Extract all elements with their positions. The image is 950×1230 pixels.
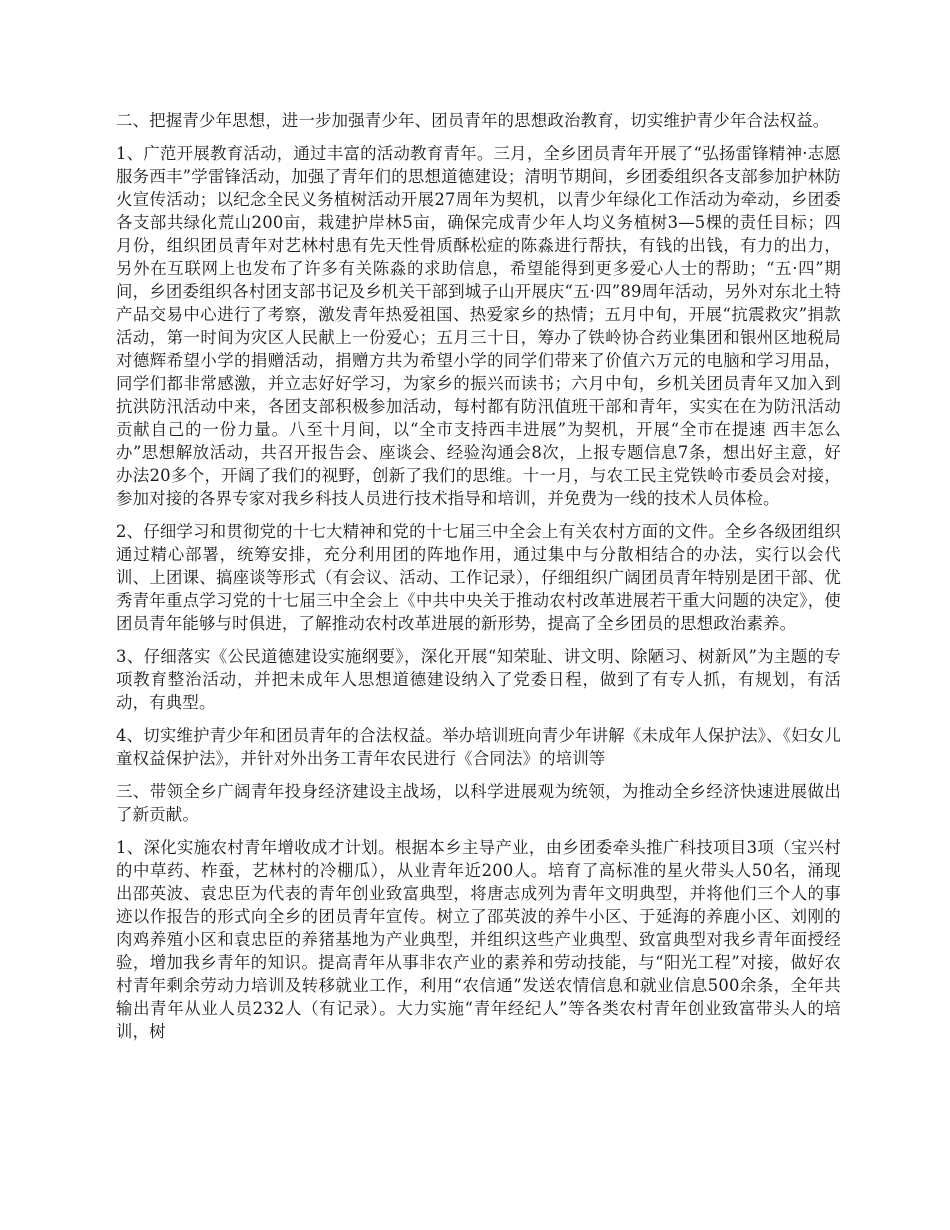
document-body	[116, 109, 841, 1053]
paragraph-income-plan: 1、深化实施农村青年增收成才计划。根据本乡主导产业，由乡团委牵头推广科技项目3项（宝兴村的中草药、柞蚕，艺林村的冷棚瓜），从业青年近200人。培育了高标准的星火带头人50名，涌现出邵英波、袁忠臣为代表的青年创业致富典型，将唐志成列为青年文明典型，并将他们三个人的事迹以作报告的形式向全乡的团员青年宣传。树立了邵英波的养牛小区、于延海的养鹿小区、刘刚的肉鸡养殖小区和袁忠臣的养猪基地为产业典型，并组织这些产业典型、致富典型对我乡青年面授经验，增加我乡青年的知识。提高青年从事非农产业的素养和劳动技能，与“阳光工程”对接，做好农村青年剩余劳动力培训及转移就业工作，利用“农信通”发送农情信息和就业信息500余条，全年共输出青年从业人员232人（有记录）。大力实施“青年经纪人”等各类农村青年创业致富带头人的培训，树	[116, 838, 841, 1041]
paragraph-party-study: 2、仔细学习和贯彻党的十七大精神和党的十七届三中全会上有关农村方面的文件。全乡各级团组织通过精心部署，统筹安排，充分利用团的阵地作用，通过集中与分散相结合的办法，实行以会代训、上团课、搞座谈等形式（有会议、活动、工作记录），仔细组织广阔团员青年特别是团干部、优秀青年重点学习党的十七届三中全会上《中共中央关于推动农村改革进展若干重大问题的决定》，使团员青年能够与时俱进，了解推动农村改革进展的新形势，提高了全乡团员的思想政治素养。	[116, 522, 841, 633]
paragraph-education-activities: 1、广范开展教育活动，通过丰富的活动教育青年。三月，全乡团员青年开展了“弘扬雷锋精神·志愿服务西丰”学雷锋活动，加强了青年们的思想道德建设；清明节期间，乡团委组织各支部参加护林防火宣传活动；以纪念全民义务植树活动开展27周年为契机，以青少年绿化工作活动为牵动，乡团委各支部共绿化荒山200亩，栽建护岸林5亩，确保完成青少年人均义务植树3—5棵的责任目标；四月份，组织团员青年对艺林村患有先天性骨质酥松症的陈淼进行帮扶，有钱的出钱，有力的出力，另外在互联网上也发布了许多有关陈淼的求助信息，希望能得到更多爱心人士的帮助；“五·四”期间，乡团委组织各村团支部书记及乡机关干部到城子山开展庆“五·四”89周年活动，另外对东北土特产品交易中心进行了考察，激发青年热爱祖国、热爱家乡的热情；五月中旬，开展“抗震救灾”捐款活动，第一时间为灾区人民献上一份爱心；五月三十日，筹办了铁岭协合药业集团和银州区地税局对德辉希望小学的捐赠活动，捐赠方共为希望小学的同学们带来了价值六万元的电脑和学习用品，同学们都非常感激，并立志好好学习，为家乡的振兴而读书；六月中旬，乡机关团员青年又加入到抗洪防汛活动中来，各团支部积极参加活动，每村都有防汛值班干部和青年，实实在在为防汛活动贡献自己的一份力量。八至十月间，以“全市支持西丰进展”为契机，开展“全市在提速 西丰怎么办”思想解放活动，共召开报告会、座谈会、经验沟通会8次，上报专题信息7条，想出好主意，好办法20多个，开阔了我们的视野，创新了我们的思维。十一月，与农工民主党铁岭市委员会对接，参加对接的各界专家对我乡科技人员进行技术指导和培训，并免费为一线的技术人员体检。	[116, 144, 841, 508]
paragraph-moral-construction: 3、仔细落实《公民道德建设实施纲要》，深化开展“知荣耻、讲文明、除陋习、树新风”为主题的专项教育整治活动，并把未成年人思想道德建设纳入了党委日程，做到了有专人抓，有规划，有活动，有典型。	[116, 647, 841, 712]
section-heading-2: 二、把握青少年思想，进一步加强青少年、团员青年的思想政治教育，切实维护青少年合法权益。	[116, 111, 830, 130]
paragraph-rights-protection: 4、切实维护青少年和团员青年的合法权益。举办培训班向青少年讲解《未成年人保护法》、《妇女儿童权益保护法》，并针对外出务工青年农民进行《合同法》的培训等	[116, 726, 841, 768]
section-heading-3: 三、带领全乡广阔青年投身经济建设主战场，以科学进展观为统领，为推动全乡经济快速进展做出了新贡献。	[116, 782, 841, 824]
